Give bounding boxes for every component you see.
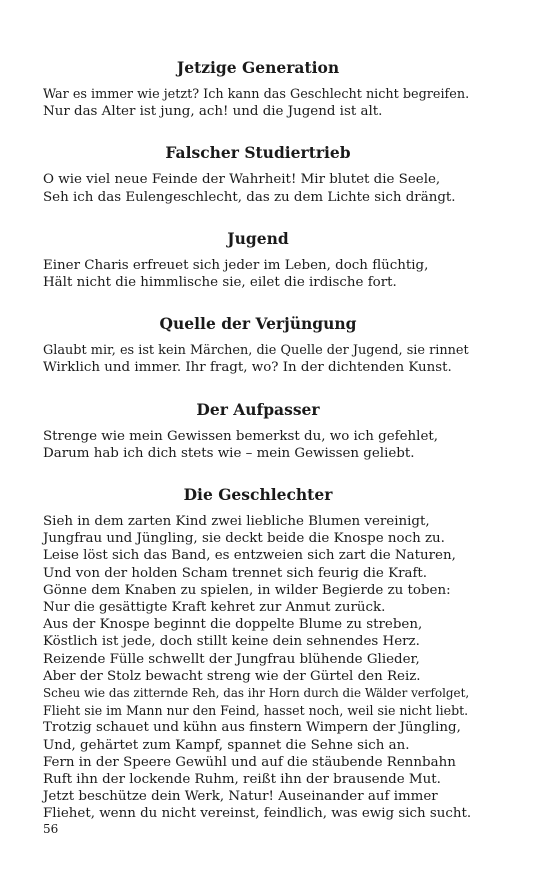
poem-falscher-studiertrieb: [43, 143, 473, 205]
poem-die-geschlechter: [43, 485, 473, 823]
page-body: [43, 58, 473, 823]
poem-line: Leise löst sich das Band, es entzweien sich zart die Naturen,: [43, 548, 456, 564]
poem-jugend: [43, 229, 473, 291]
poem-line: Hält nicht die himmlische sie, eilet die irdische fort.: [43, 275, 397, 291]
poem-line: Jetzt beschütze dein Werk, Natur! Auseinander auf immer: [43, 789, 438, 805]
poem-line: Und, gehärtet zum Kampf, spannet die Sehne sich an.: [43, 737, 410, 753]
poem-title: Der Aufpasser: [196, 399, 320, 419]
poem-line: Trotzig schauet und kühn aus finstern Wimpern der Jüngling,: [43, 720, 461, 736]
poem-title: Jetzige Generation: [176, 58, 340, 77]
poem-line: Sieh in dem zarten Kind zwei liebliche Blumen vereinigt,: [43, 514, 430, 530]
poem-line: Jungfrau und Jüngling, sie deckt beide die Knospe noch zu.: [43, 531, 445, 547]
poem-title: Falscher Studiertrieb: [165, 143, 351, 163]
poem-title: Quelle der Verjüngung: [159, 314, 357, 334]
poem-line: War es immer wie jetzt? Ich kann das Geschlecht nicht begreifen.: [43, 87, 470, 102]
poem-line: Aus der Knospe beginnt die doppelte Blume zu streben,: [43, 617, 423, 633]
poem-title: Jugend: [227, 228, 289, 248]
poem-line: Fern in der Speere Gewühl und auf die stäubende Rennbahn: [43, 754, 456, 770]
section-gap: [43, 462, 473, 485]
page-number: 56: [43, 822, 59, 836]
poem-line: Fliehet, wenn du nicht vereinst, feindlich, was ewig sich sucht.: [43, 806, 472, 822]
poem-title: Die Geschlechter: [183, 485, 333, 505]
poem-line: Nur die gesättigte Kraft kehret zur Anmut zurück.: [43, 600, 386, 616]
poem-line: Reizende Fülle schwellt der Jungfrau blühende Glieder,: [43, 651, 420, 667]
poem-line: O wie viel neue Feinde der Wahrheit! Mir blutet die Seele,: [43, 172, 441, 188]
section-gap: [43, 291, 473, 314]
poem-line: Strenge wie mein Gewissen bemerkst du, wo ich gefehlet,: [43, 428, 439, 444]
section-gap: [43, 206, 473, 229]
poem-line: Nur das Alter ist jung, ach! und die Jugend ist alt.: [43, 104, 383, 120]
poem-line: Und von der holden Scham trennet sich feurig die Kraft.: [43, 565, 428, 581]
section-gap: [43, 377, 473, 400]
poem-line: Scheu wie das zitternde Reh, das ihr Horn durch die Wälder verfolget,: [43, 686, 470, 701]
poem-line: Einer Charis erfreuet sich jeder im Leben, doch flüchtig,: [43, 257, 429, 273]
poem-line: Köstlich ist jede, doch stillt keine dein sehnendes Herz.: [43, 634, 420, 650]
poem-line: Ruft ihn der lockende Ruhm, reißt ihn der brausende Mut.: [43, 772, 441, 788]
poem-quelle-der-verjuengung: [43, 314, 473, 376]
poem-line: Glaubt mir, es ist kein Märchen, die Quelle der Jugend, sie rinnet: [43, 343, 469, 359]
poem-der-aufpasser: [43, 400, 473, 462]
poem-line: Gönne dem Knaben zu spielen, in wilder Begierde zu toben:: [43, 582, 451, 598]
poem-line: Wirklich und immer. Ihr fragt, wo? In der dichtenden Kunst.: [43, 360, 452, 376]
poem-line: Darum hab ich dich stets wie – mein Gewissen geliebt.: [43, 445, 415, 461]
section-gap: [43, 120, 473, 143]
poem-line: Seh ich das Eulengeschlecht, das zu dem Lichte sich drängt.: [43, 189, 456, 205]
poem-jetzige-generation: [43, 58, 473, 120]
poem-line: Aber der Stolz bewacht streng wie der Gürtel den Reiz.: [43, 668, 421, 684]
poem-line: Flieht sie im Mann nur den Feind, hasset noch, weil sie nicht liebt.: [43, 703, 469, 719]
